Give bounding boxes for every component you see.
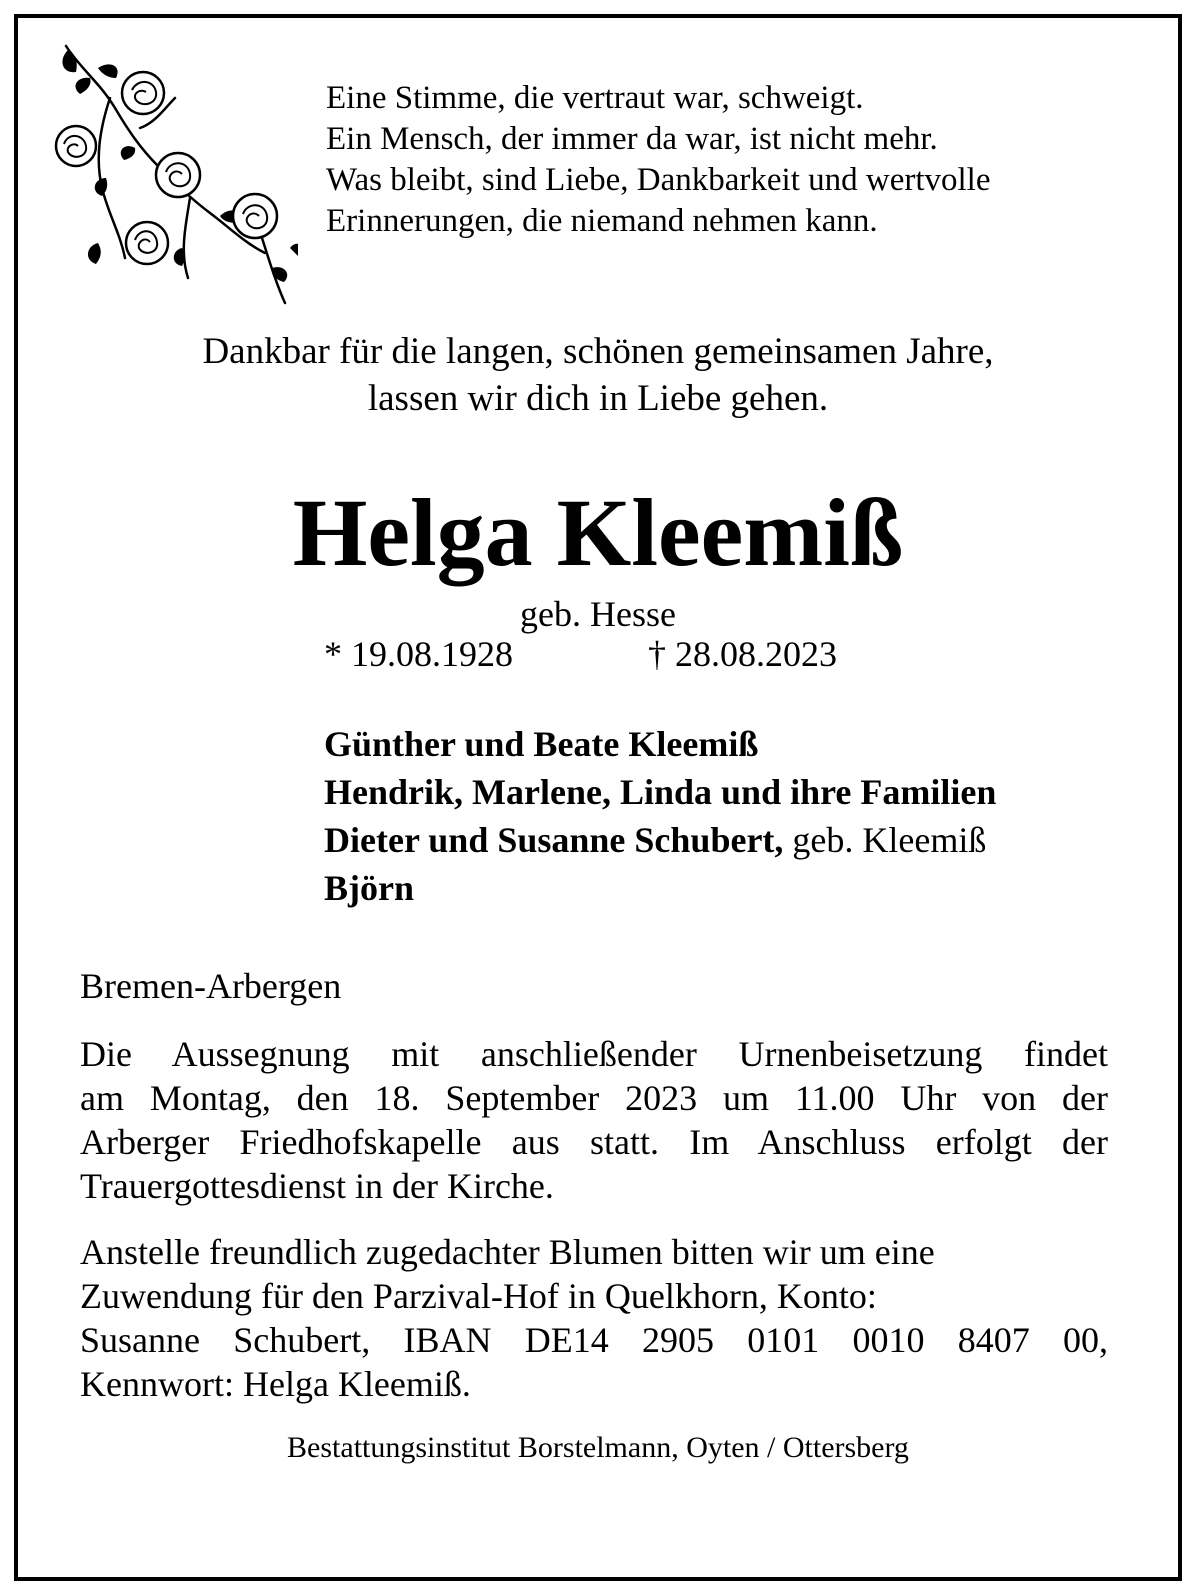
poem-line: Erinnerungen, die niemand nehmen kann. bbox=[326, 203, 878, 239]
death-date: † 28.08.2023 bbox=[648, 634, 837, 674]
poem bbox=[326, 78, 991, 242]
undertaker: Bestattungsinstitut Borstelmann, Oyten / Ottersberg bbox=[287, 1431, 909, 1464]
poem-line: Was bleibt, sind Liebe, Dankbarkeit und wertvolle bbox=[326, 162, 991, 198]
mourners-list bbox=[324, 720, 996, 912]
donation-line: Zuwendung für den Parzival-Hof in Quelkhorn, Konto: bbox=[80, 1276, 877, 1316]
mourner-line bbox=[324, 816, 996, 864]
thanks-line: Dankbar für die langen, schönen gemeinsamen Jahre, bbox=[202, 331, 994, 372]
mourner-line: Günther und Beate Kleemiß bbox=[324, 724, 759, 764]
donation-line: Kennwort: Helga Kleemiß. bbox=[80, 1364, 471, 1404]
donation-paragraph bbox=[80, 1230, 1108, 1406]
ceremony-line: Die Aussegnung mit anschließender Urnenbeisetzung findet bbox=[80, 1034, 1108, 1074]
donation-line: Susanne Schubert, IBAN DE14 2905 0101 0010 8407 00, bbox=[80, 1320, 1108, 1360]
poem-line: Ein Mensch, der immer da war, ist nicht mehr. bbox=[326, 121, 938, 157]
thanks-line: lassen wir dich in Liebe gehen. bbox=[367, 378, 829, 419]
ceremony-line: Trauergottesdienst in der Kirche. bbox=[80, 1166, 554, 1206]
thanks-text bbox=[18, 328, 1178, 422]
mourner-birth-name: geb. Kleemiß bbox=[783, 820, 987, 860]
mourner-names: Dieter und Susanne Schubert, bbox=[324, 820, 784, 860]
poem-line: Eine Stimme, die vertraut war, schweigt. bbox=[326, 80, 864, 116]
obituary-frame bbox=[14, 14, 1182, 1581]
mourner-line: Hendrik, Marlene, Linda und ihre Familien bbox=[324, 772, 997, 812]
birth-name: geb. Hesse bbox=[520, 594, 676, 634]
ceremony-paragraph bbox=[80, 1032, 1108, 1208]
place: Bremen-Arbergen bbox=[80, 966, 342, 1006]
birth-date: * 19.08.1928 bbox=[324, 634, 513, 674]
roses-illustration bbox=[40, 38, 298, 313]
deceased-name: Helga Kleemiß bbox=[292, 479, 904, 586]
ceremony-line: am Montag, den 18. September 2023 um 11.00 Uhr von der bbox=[80, 1078, 1108, 1118]
mourner-line: Björn bbox=[324, 868, 414, 908]
ceremony-line: Arberger Friedhofskapelle aus statt. Im Anschluss erfolgt der bbox=[80, 1122, 1108, 1162]
donation-line: Anstelle freundlich zugedachter Blumen bitten wir um eine bbox=[80, 1232, 935, 1272]
